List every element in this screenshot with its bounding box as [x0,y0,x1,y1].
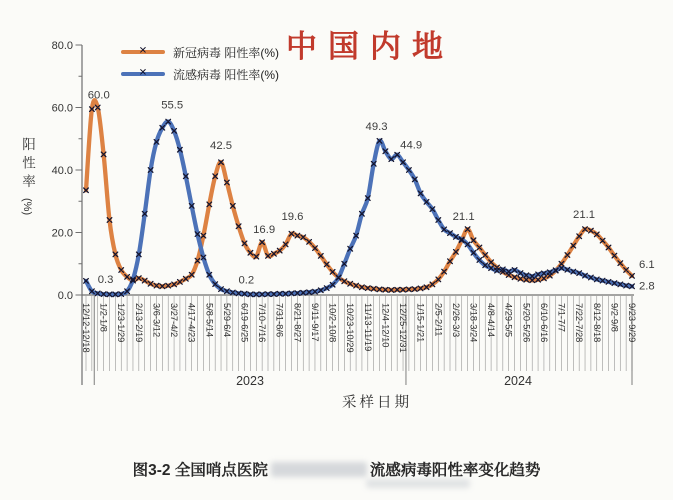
svg-text:1/15-1/21: 1/15-1/21 [415,303,426,343]
caption-suffix: 流感病毒阳性率变化趋势 [369,462,541,479]
svg-text:9/23-9/29: 9/23-9/29 [627,303,637,343]
svg-text:19.6: 19.6 [281,210,304,223]
svg-text:9/11-9/17: 9/11-9/17 [309,303,320,342]
svg-text:4/29-5/5: 4/29-5/5 [503,303,514,338]
svg-text:49.3: 49.3 [365,120,388,133]
x-axis-title: 采样日期 [342,395,412,411]
covid-line-sample [121,45,165,57]
svg-text:11/13-11/19: 11/13-11/19 [362,303,373,352]
legend-label-flu: 流感病毒 阳性率(%) [173,67,279,82]
svg-text:16.9: 16.9 [253,224,276,237]
svg-text:6.1: 6.1 [639,258,655,271]
svg-text:12/4-12/10: 12/4-12/10 [380,303,391,348]
y-axis-title [17,137,37,215]
x-marker-icon: ✕ [138,67,148,79]
svg-text:3/6-3/12: 3/6-3/12 [151,303,162,338]
y-axis-unit: (%) [21,197,33,215]
svg-text:7/31-8/6: 7/31-8/6 [274,303,285,338]
legend-item-covid [121,42,279,62]
svg-text:0.3: 0.3 [97,274,114,287]
svg-text:7/22-7/28: 7/22-7/28 [574,303,585,343]
svg-text:21.1: 21.1 [452,211,475,224]
svg-text:55.5: 55.5 [161,99,184,112]
svg-text:4/17-4/23: 4/17-4/23 [186,303,197,343]
svg-text:1/23-1/29: 1/23-1/29 [116,303,127,343]
svg-text:42.5: 42.5 [210,140,233,153]
legend-item-flu [121,64,279,84]
svg-text:5/29-6/4: 5/29-6/4 [221,303,232,338]
svg-text:80.0: 80.0 [51,39,73,52]
svg-text:2/13-2/19: 2/13-2/19 [133,303,144,343]
svg-text:6/19-6/25: 6/19-6/25 [239,303,250,343]
svg-text:5/20-5/26: 5/20-5/26 [521,303,532,343]
year-label-2023: 2023 [236,374,264,388]
svg-text:3/27-4/2: 3/27-4/2 [169,303,180,338]
legend-label-covid: 新冠病毒 阳性率(%) [173,45,279,60]
svg-text:7/10-7/16: 7/10-7/16 [257,303,268,343]
svg-text:2/5-2/11: 2/5-2/11 [433,303,444,337]
svg-text:7/1-7/7: 7/1-7/7 [556,303,567,332]
svg-text:44.9: 44.9 [400,139,423,152]
svg-text:0.2: 0.2 [238,274,255,287]
svg-text:8/21-8/27: 8/21-8/27 [292,303,303,343]
svg-text:1/2-1/8: 1/2-1/8 [98,303,109,332]
flu-line-sample [121,67,165,79]
caption-prefix: 图3-2 全国哨点医院 [132,462,268,479]
caption-redaction-blur [271,462,367,477]
svg-text:60.0: 60.0 [51,102,73,115]
svg-text:6/10-6/16: 6/10-6/16 [538,303,549,343]
svg-text:21.1: 21.1 [573,209,596,222]
svg-text:2.8: 2.8 [639,280,655,293]
svg-text:10/23-10/29: 10/23-10/29 [345,303,356,353]
svg-text:2/26-3/3: 2/26-3/3 [450,303,461,338]
chart-title: 中国内地 [286,29,454,64]
svg-text:12/25-12/31: 12/25-12/31 [398,303,409,353]
svg-text:40.0: 40.0 [51,164,73,177]
svg-text:3/18-3/24: 3/18-3/24 [468,303,479,343]
svg-text:9/2-9/8: 9/2-9/8 [609,303,620,332]
svg-text:12/12-12/18: 12/12-12/18 [81,303,91,353]
figure-caption [0,458,673,480]
caption-smudge [366,479,470,488]
svg-text:10/2-10/8: 10/2-10/8 [327,303,338,343]
legend [121,42,279,86]
y-axis-title-text: 阳性率 [20,137,35,193]
year-label-2024: 2024 [504,374,532,388]
svg-text:8/12-8/18: 8/12-8/18 [591,303,602,343]
svg-text:60.0: 60.0 [87,89,110,102]
svg-text:0.0: 0.0 [57,289,73,302]
svg-text:4/8-4/14: 4/8-4/14 [486,303,497,338]
svg-text:5/8-5/14: 5/8-5/14 [204,303,215,338]
svg-text:20.0: 20.0 [51,227,73,240]
x-marker-icon: ✕ [138,45,148,57]
